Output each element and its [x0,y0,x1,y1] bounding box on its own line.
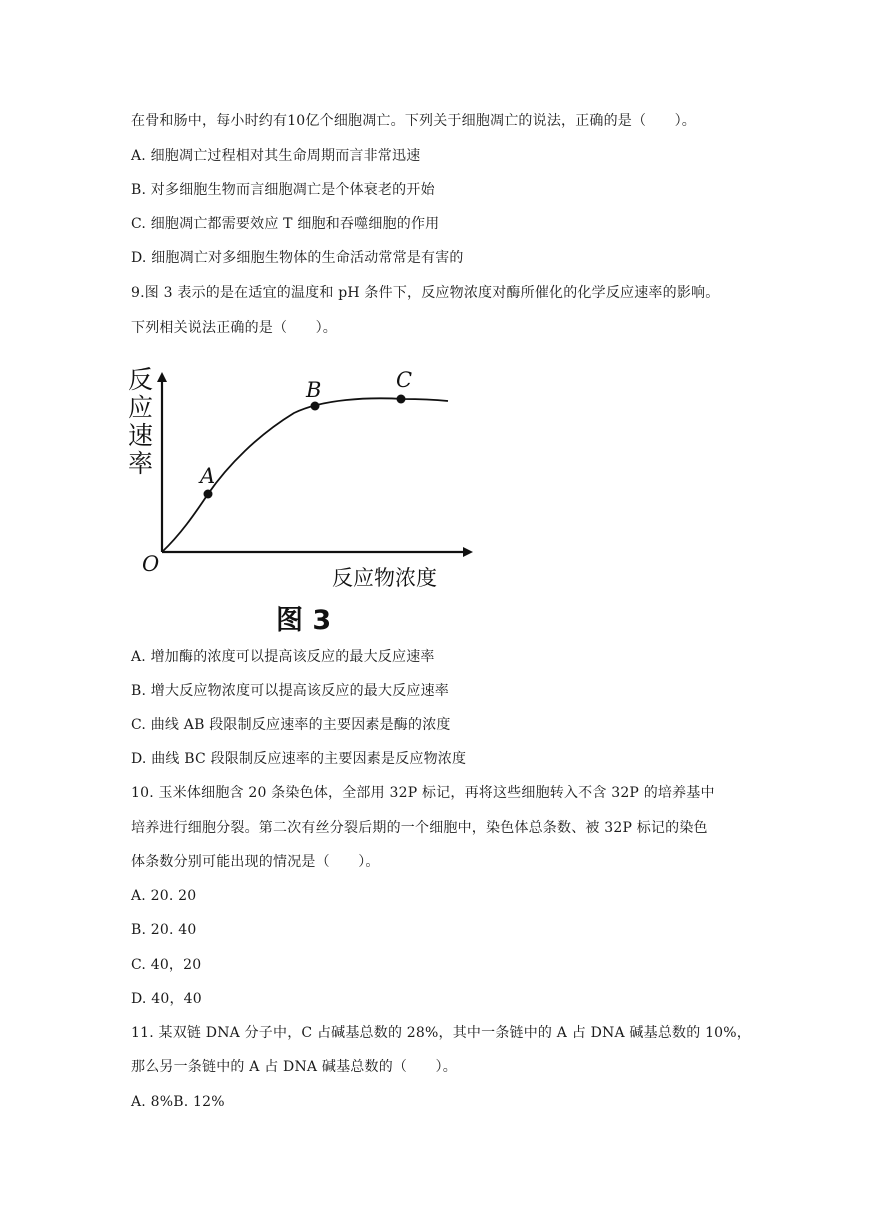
point-b-label: B [306,378,322,402]
question-10-stem-line-1: 10. 玉米体细胞含 20 条染色体，全部用 32P 标记，再将这些细胞转入不含 32P 的培养基中 [131,785,715,801]
point-c [397,395,406,404]
q10-option-a: A. 20. 20 [131,888,197,904]
question-9-stem-line-2: 下列相关说法正确的是（ ）。 [131,320,337,336]
figure-3-graph [118,355,488,645]
question-11-stem-line-1: 11. 某双链 DNA 分子中，C 占碱基总数的 28%，其中一条链中的 A 占 DNA 碱基总数的 10%， [131,1025,751,1041]
q8-option-c: C. 细胞凋亡都需要效应 T 细胞和吞噬细胞的作用 [131,216,440,232]
q10-option-c: C. 40，20 [131,957,202,973]
q8-option-b: B. 对多细胞生物而言细胞凋亡是个体衰老的开始 [131,182,435,198]
question-8-stem: 在骨和肠中，每小时约有10亿个细胞凋亡。下列关于细胞凋亡的说法，正确的是（ ）。 [131,113,697,129]
q9-option-a: A. 增加酶的浓度可以提高该反应的最大反应速率 [131,649,435,665]
y-axis-label-char-1: 反 [128,365,154,394]
q10-option-d: D. 40，40 [131,991,202,1007]
question-10-stem-line-3: 体条数分别可能出现的情况是（ ）。 [131,854,380,870]
question-9-stem-line-1: 9.图 3 表示的是在适宜的温度和 pH 条件下，反应物浓度对酶所催化的化学反应速率的影响。 [131,285,720,301]
question-10-stem-line-2: 培养进行细胞分裂。第二次有丝分裂后期的一个细胞中，染色体总条数、被 32P 标记的染色 [131,820,708,836]
q9-option-b: B. 增大反应物浓度可以提高该反应的最大反应速率 [131,683,449,699]
q9-option-c: C. 曲线 AB 段限制反应速率的主要因素是酶的浓度 [131,717,451,733]
origin-label: O [142,552,160,576]
x-axis-label: 反应物浓度 [332,566,437,590]
y-axis-label-char-4: 率 [128,449,154,478]
q8-option-d: D. 细胞凋亡对多细胞生物体的生命活动常常是有害的 [131,250,464,266]
figure-caption: 图 3 [276,605,332,636]
point-a-label: A [200,464,216,488]
q10-option-b: B. 20. 40 [131,922,197,938]
point-b [311,402,320,411]
y-axis-label-char-2: 应 [128,393,154,422]
q11-options-a-b: A. 8%B. 12% [131,1094,225,1110]
q9-option-d: D. 曲线 BC 段限制反应速率的主要因素是反应物浓度 [131,751,467,767]
y-axis-label-char-3: 速 [128,421,154,450]
reaction-rate-curve-svg [118,355,488,645]
point-a [204,490,213,499]
question-11-stem-line-2: 那么另一条链中的 A 占 DNA 碱基总数的（ ）。 [131,1059,457,1075]
q8-option-a: A. 细胞凋亡过程相对其生命周期而言非常迅速 [131,148,421,164]
point-c-label: C [396,368,413,392]
